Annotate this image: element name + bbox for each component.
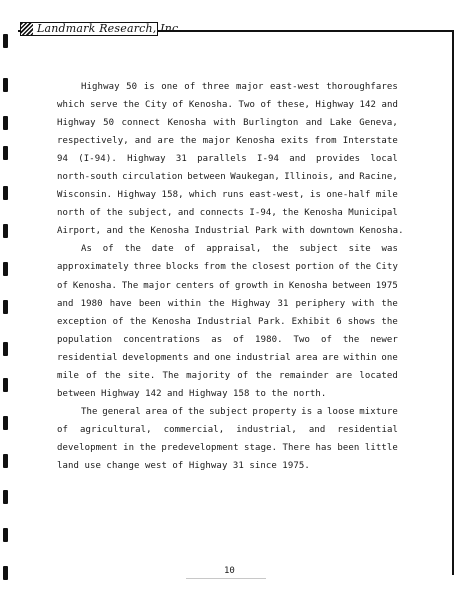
text-line: land use change west of Highway 31 since 1975. (57, 460, 310, 471)
edge-mark (3, 262, 8, 276)
text-line: north of the subject, and connects I-94, the Kenosha Municipal (57, 208, 398, 219)
edge-mark (3, 146, 8, 160)
frame-right-rule (452, 30, 454, 575)
edge-mark (3, 528, 8, 542)
edge-mark (3, 566, 8, 580)
text-line: and 1980 have been within the Highway 31 periphery with the (57, 298, 398, 309)
edge-mark (3, 186, 8, 200)
text-line: Highway 50 is one of three major east-west thoroughfares (81, 82, 398, 92)
text-line: of agricultural, commercial, industrial, and residential (57, 424, 398, 435)
letterhead-title: Landmark Research, Inc. (37, 22, 183, 35)
page-number: 10 (224, 566, 235, 576)
edge-mark (3, 454, 8, 468)
edge-mark (3, 116, 8, 130)
text-line: of Kenosha. The major centers of growth in Kenosha between 1975 (57, 280, 398, 291)
hatch-pattern-icon (21, 23, 33, 35)
edge-mark (3, 416, 8, 430)
text-line: exception of the Kenosha Industrial Park. Exhibit 6 shows the (57, 316, 398, 327)
text-line: north-south circulation between Waukegan, Illinois, and Racine, (57, 172, 398, 183)
text-line: development in the predevelopment stage. There has been little (57, 442, 398, 453)
text-line: mile of the site. The majority of the remainder are located (57, 370, 398, 381)
text-line: Wisconsin. Highway 158, which runs east-west, is one-half mile (57, 190, 398, 201)
body-text (57, 78, 404, 475)
footer-rule (186, 578, 266, 579)
edge-mark (3, 300, 8, 314)
edge-mark (3, 34, 8, 48)
edge-mark (3, 342, 8, 356)
text-line: Airport, and the Kenosha Industrial Park with downtown Kenosha. (57, 226, 404, 237)
text-line: The general area of the subject property is a loose mixture (81, 406, 398, 417)
text-line: which serve the City of Kenosha. Two of these, Highway 142 and (57, 100, 398, 111)
text-line: between Highway 142 and Highway 158 to the north. (57, 388, 327, 399)
text-line: 94 (I-94). Highway 31 parallels I-94 and provides local (57, 154, 398, 165)
text-line: population concentrations as of 1980. Two of the newer (57, 334, 398, 345)
text-line: As of the date of appraisal, the subject site was (81, 244, 398, 255)
edge-mark (3, 378, 8, 392)
text-line: respectively, and are the major Kenosha exits from Interstate (57, 136, 398, 147)
text-line: residential developments and one industrial area are within one (57, 352, 398, 363)
edge-mark (3, 490, 8, 504)
text-line: approximately three blocks from the closest portion of the City (57, 262, 398, 273)
text-line: Highway 50 connect Kenosha with Burlington and Lake Geneva, (57, 118, 398, 129)
edge-mark (3, 78, 8, 92)
edge-mark (3, 224, 8, 238)
letterhead-tab (20, 22, 183, 36)
